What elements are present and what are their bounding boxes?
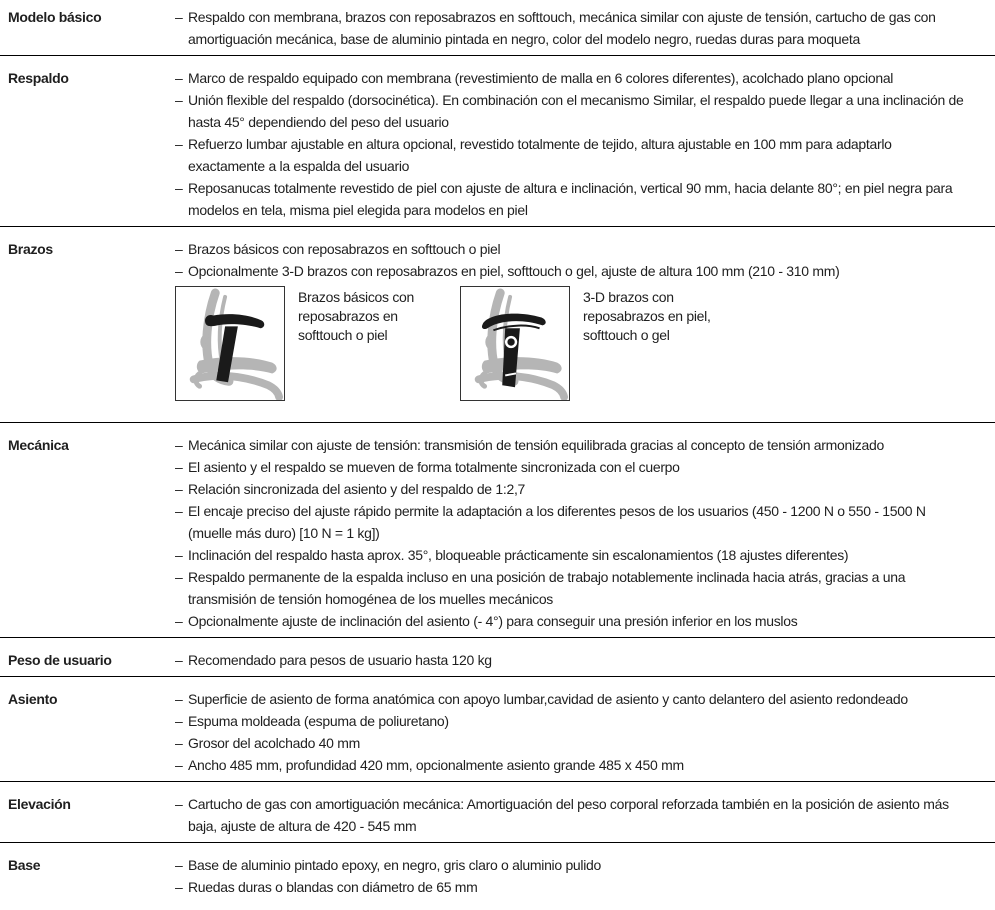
bullet-dash: – [175,437,183,453]
bullet-dash: – [175,180,183,196]
bullet-item [175,876,965,898]
bullet-dash: – [175,857,183,873]
bullet-dash: – [175,263,183,279]
bullet-dash: – [175,879,183,895]
bullet-text: Grosor del acolchado 40 mm [188,735,360,751]
figure-basic-armrest [175,286,448,401]
bullet-text: El encaje preciso del ajuste rápido permite la adaptación a los diferentes pesos de los usuarios (450 - 1200 N o 550 - 1500 N (muelle más duro) [10 N = 1 kg]) [188,503,926,541]
bullet-item [175,732,965,754]
section-label: Respaldo [8,70,69,86]
section-respaldo [0,56,995,227]
bullet-dash: – [175,136,183,152]
bullet-text: Marco de respaldo equipado con membrana (revestimiento de malla en 6 colores diferentes), acolchado plano opcional [188,70,894,86]
bullet-item [175,649,965,671]
bullet-dash: – [175,796,183,812]
bullet-dash: – [175,691,183,707]
bullet-dash: – [175,9,183,25]
bullet-item [175,260,965,282]
section-mecanica [0,423,995,638]
bullet-text: Unión flexible del respaldo (dorsocinética). En combinación con el mecanismo Similar, el respaldo puede llegar a una inclinación de hasta 45° dependiendo del peso del usuario [188,92,964,130]
bullet-dash: – [175,713,183,729]
bullet-dash: – [175,735,183,751]
bullet-item [175,754,965,776]
bullet-dash: – [175,481,183,497]
section-label: Brazos [8,241,53,257]
bullet-item [175,456,965,478]
bullet-item [175,67,965,89]
bullet-text: Opcionalmente ajuste de inclinación del asiento (- 4°) para conseguir una presión inferior en los muslos [188,613,798,629]
section-content [175,67,965,221]
section-label: Elevación [8,796,71,812]
bullet-text: Opcionalmente 3-D brazos con reposabrazos en piel, softtouch o gel, ajuste de altura 100 mm (210 - 310 mm) [188,263,840,279]
section-base [0,843,995,903]
bullet-item [175,544,965,566]
section-brazos [0,227,995,423]
figure-3d-armrest [460,286,733,401]
section-content [175,649,965,671]
figure-frame [175,286,285,401]
section-label: Base [8,857,41,873]
armrest-figures [175,286,965,401]
section-content [175,434,965,632]
bullet-dash: – [175,459,183,475]
bullet-text: Refuerzo lumbar ajustable en altura opcional, revestido totalmente de tejido, altura ajustable en 100 mm para adaptarlo exactamente a la espalda del usuario [188,136,892,174]
bullet-item [175,500,965,544]
bullet-dash: – [175,503,183,519]
section-elevacion [0,782,995,843]
section-label: Peso de usuario [8,652,112,668]
section-content [175,793,965,837]
section-label: Asiento [8,691,58,707]
bullet-dash: – [175,92,183,108]
section-asiento [0,677,995,782]
bullet-item [175,854,965,876]
section-content [175,238,965,417]
section-peso-de-usuario [0,638,995,677]
bullet-item [175,478,965,500]
section-content [175,688,965,776]
bullet-item [175,133,965,177]
bullet-dash: – [175,569,183,585]
bullet-item [175,177,965,221]
bullet-item [175,566,965,610]
bullet-item [175,610,965,632]
bullet-dash: – [175,757,183,773]
bullet-item [175,89,965,133]
section-label: Modelo básico [8,9,102,25]
section-modelo-basico [0,0,995,56]
bullet-text: Respaldo permanente de la espalda incluso en una posición de trabajo notablemente inclinada hacia atrás, gracias a una transmisión de tensión homogénea de los muelles mecánicos [188,569,906,607]
section-content [175,854,965,898]
section-content [175,6,965,50]
bullet-item [175,793,965,837]
bullet-text: Ruedas duras o blandas con diámetro de 65 mm [188,879,478,895]
bullet-text: Espuma moldeada (espuma de poliuretano) [188,713,449,729]
bullet-item [175,710,965,732]
bullet-text: Mecánica similar con ajuste de tensión: transmisión de tensión equilibrada gracias al concepto de tensión armonizado [188,437,884,453]
bullet-item [175,688,965,710]
bullet-dash: – [175,241,183,257]
bullet-text: Base de aluminio pintado epoxy, en negro, gris claro o aluminio pulido [188,857,602,873]
bullet-item [175,434,965,456]
figure-caption: 3-D brazos con reposabrazos en piel, softtouch o gel [583,289,711,343]
bullet-text: Inclinación del respaldo hasta aprox. 35°, bloqueable prácticamente sin escalonamientos (18 ajustes diferentes) [188,547,849,563]
bullet-item [175,6,965,50]
basic-armrest-chair-icon [176,287,284,400]
bullet-text: Respaldo con membrana, brazos con reposabrazos en softtouch, mecánica similar con ajuste de tensión, cartucho de gas con amortiguación mecánica, base de aluminio pintada en negro, color del modelo negro, ruedas duras para moqueta [188,9,936,47]
bullet-dash: – [175,70,183,86]
bullet-item [175,238,965,260]
bullet-text: Ancho 485 mm, profundidad 420 mm, opcionalmente asiento grande 485 x 450 mm [188,757,684,773]
bullet-text: Cartucho de gas con amortiguación mecánica: Amortiguación del peso corporal reforzada también en la posición de asiento más baja, ajuste de altura de 420 - 545 mm [188,796,949,834]
bullet-dash: – [175,547,183,563]
section-label: Mecánica [8,437,69,453]
bullet-text: Recomendado para pesos de usuario hasta 120 kg [188,652,492,668]
bullet-text: Brazos básicos con reposabrazos en softtouch o piel [188,241,501,257]
figure-caption: Brazos básicos con reposabrazos en softtouch o piel [298,289,414,343]
bullet-text: Superficie de asiento de forma anatómica con apoyo lumbar,cavidad de asiento y canto delantero del asiento redondeado [188,691,908,707]
armrest-3d-chair-icon [461,287,569,400]
bullet-dash: – [175,613,183,629]
figure-frame [460,286,570,401]
bullet-text: Relación sincronizada del asiento y del respaldo de 1:2,7 [188,481,526,497]
bullet-text: El asiento y el respaldo se mueven de forma totalmente sincronizada con el cuerpo [188,459,680,475]
bullet-dash: – [175,652,183,668]
bullet-text: Reposanucas totalmente revestido de piel con ajuste de altura e inclinación, vertical 90 mm, hacia delante 80°; en piel negra para modelos en tela, misma piel elegida para modelos en piel [188,180,953,218]
